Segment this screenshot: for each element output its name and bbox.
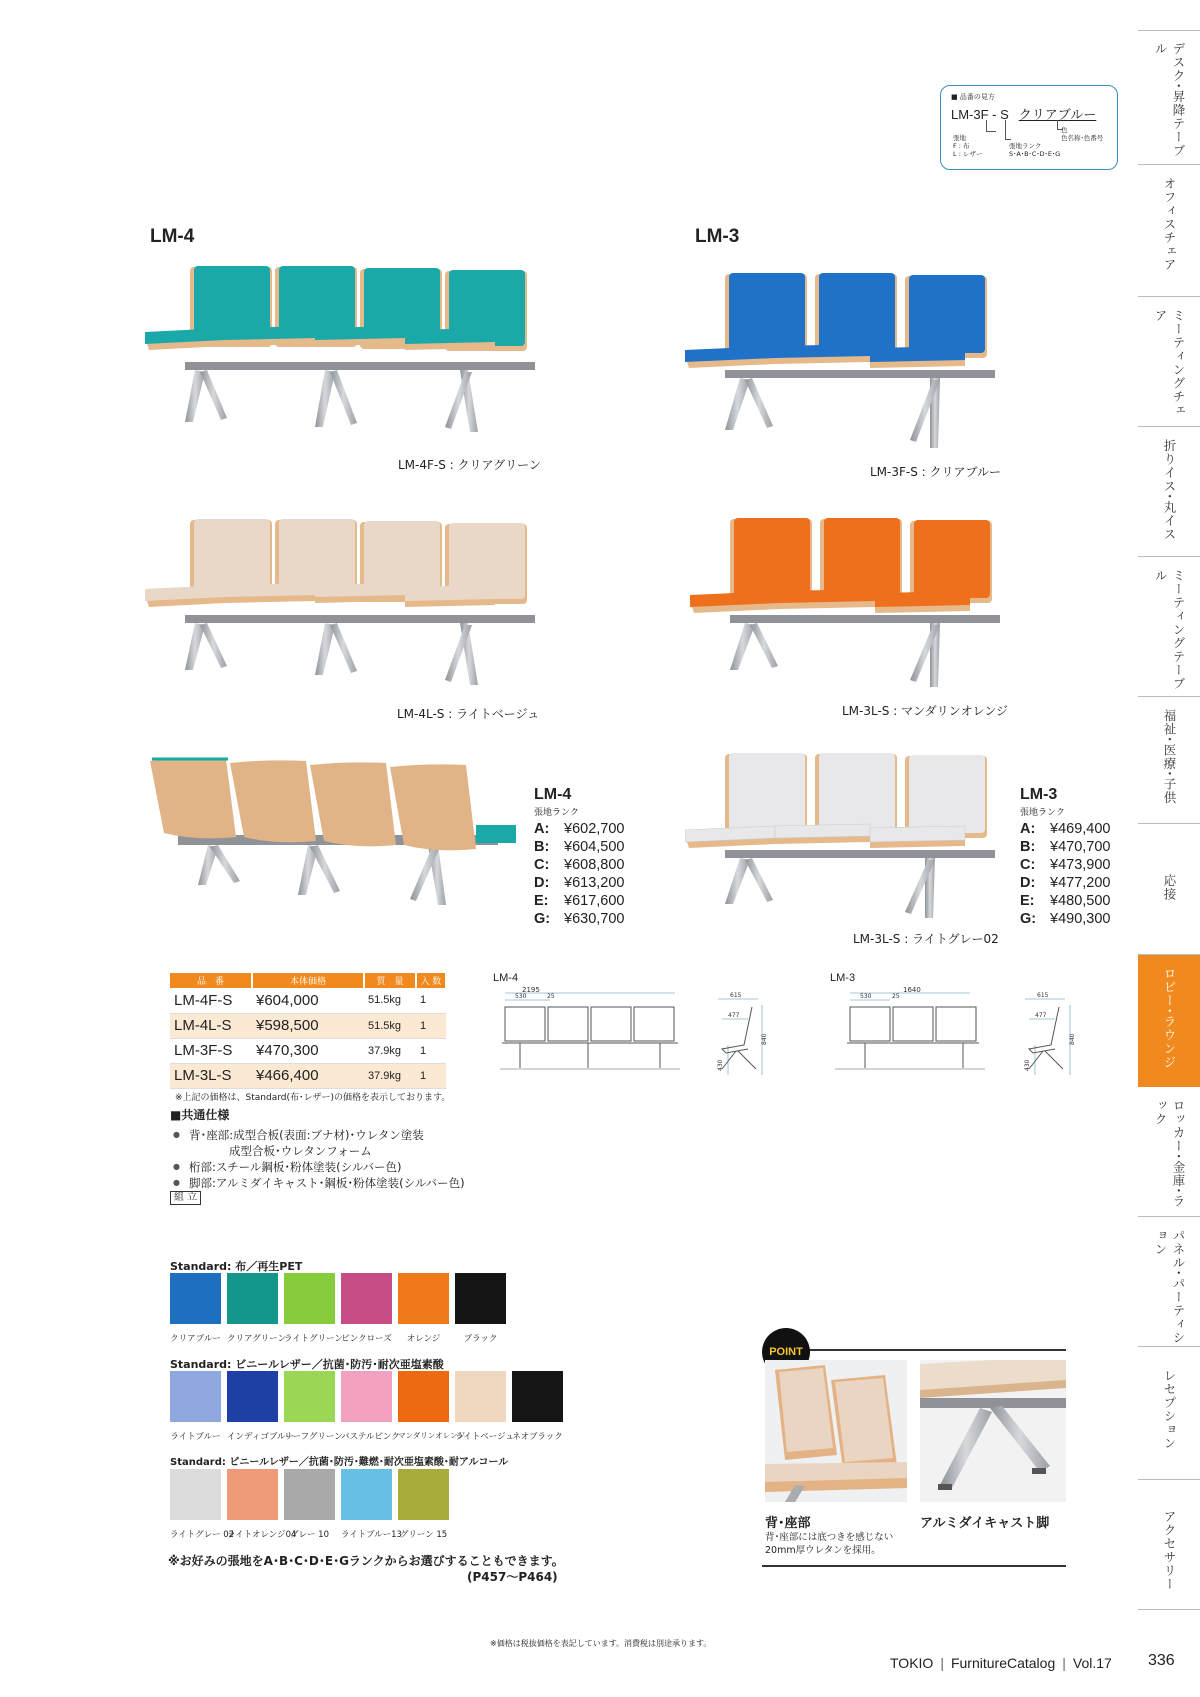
dim-gap: 25 <box>547 993 555 1000</box>
swatch-chip <box>398 1371 449 1422</box>
bench-lm3f-image <box>685 270 1015 460</box>
swatch-note-pages: (P457～P464) <box>467 1570 558 1584</box>
header-code: 品 番 <box>170 973 252 988</box>
swatch-chip <box>170 1273 221 1324</box>
swatch-label: グリーン 15 <box>399 1530 448 1540</box>
swatch[interactable] <box>455 1273 506 1344</box>
price-row <box>534 910 624 928</box>
key-color-name: クリアブルー <box>1018 107 1097 122</box>
dim-total-width: 2195 <box>522 986 540 994</box>
list-item: ● 背･座部:成型合板(表面:ブナ材)･ウレタン塗装 <box>173 1127 465 1143</box>
caption-lm3l-gray: LM-3L-S : ライトグレー02 <box>853 932 999 946</box>
swatch[interactable] <box>398 1371 465 1442</box>
rank: C: <box>1020 857 1036 873</box>
footer-catalog: FurnitureCatalog <box>950 1655 1056 1671</box>
legs <box>725 378 940 448</box>
rank: B: <box>534 839 550 855</box>
key-line <box>1005 120 1011 140</box>
swatch-label: ライトグリーン <box>284 1334 343 1344</box>
swatch-chip <box>227 1371 278 1422</box>
key-rank-label: 張地ランク <box>1009 142 1042 150</box>
dim-lm4-label: LM-4 <box>493 972 519 984</box>
swatch-chip <box>455 1371 506 1422</box>
swatch[interactable] <box>170 1273 221 1344</box>
swatch-label: マンダリンオレンジ <box>398 1431 465 1440</box>
swatch-row-vinyl <box>170 1371 563 1442</box>
dim-seat-width: 530 <box>860 993 872 1000</box>
beam <box>730 615 1000 623</box>
tab-meeting-chair[interactable] <box>1138 297 1200 427</box>
key-color-legend <box>1061 126 1121 142</box>
price: ¥490,300 <box>1050 911 1111 927</box>
key-rank-values: S･A･B･C･D･E･G <box>1009 150 1061 158</box>
swatch[interactable] <box>284 1273 343 1344</box>
header-price: 本体価格 <box>252 973 364 988</box>
swatch-label: クリアグリーン <box>227 1334 287 1344</box>
swatch-chip <box>284 1469 335 1520</box>
rank: D: <box>534 875 550 891</box>
swatch-row-vinyl2 <box>170 1469 449 1540</box>
heading-lm4: LM-4 <box>150 226 195 247</box>
point-caption-seat: 背･座部 <box>765 1516 811 1531</box>
cell-code: LM-4L-S <box>170 1013 252 1038</box>
dim-height: 840 <box>761 1033 768 1045</box>
tab-panel[interactable] <box>1138 1217 1200 1347</box>
swatch[interactable] <box>227 1469 297 1540</box>
swatch-label: ネオブラック <box>512 1432 563 1442</box>
rank: A: <box>534 821 550 837</box>
price: ¥473,900 <box>1050 857 1111 873</box>
price-row <box>534 874 624 892</box>
swatch[interactable] <box>341 1469 402 1540</box>
rank: E: <box>1020 893 1035 909</box>
dim-height: 840 <box>1069 1033 1076 1045</box>
header-qty: 入 数 <box>416 973 446 988</box>
point-desc-line: 背･座部には底つきを感じない <box>765 1532 894 1543</box>
swatch-label: ピンクローズ <box>341 1334 392 1344</box>
list-item: ● 桁部:スチール鋼板･粉体塗装(シルバー色) <box>173 1159 465 1175</box>
tab-reception-room[interactable] <box>1138 824 1200 955</box>
price-list-lm3 <box>1020 786 1110 928</box>
swatch-chip <box>341 1469 392 1520</box>
key-rank-legend <box>1009 142 1069 158</box>
tab-label: ロッカー･金庫･ラック <box>1153 1099 1186 1209</box>
swatch[interactable] <box>398 1469 449 1540</box>
tab-desk[interactable] <box>1138 30 1200 165</box>
tab-label: ミーティングテーブル <box>1153 569 1186 691</box>
price-row <box>1020 892 1110 910</box>
dim-lm4-drawing <box>500 985 790 1080</box>
rank: G: <box>534 911 551 927</box>
swatch[interactable] <box>284 1371 343 1442</box>
swatch-chip <box>227 1273 278 1324</box>
legs <box>730 623 940 687</box>
price: ¥604,500 <box>564 839 625 855</box>
cell-mass: 51.5kg <box>364 1013 416 1038</box>
swatch-chip <box>455 1273 506 1324</box>
price-row <box>1020 874 1110 892</box>
tab-meeting-table[interactable] <box>1138 557 1200 697</box>
tab-accessory[interactable] <box>1138 1480 1200 1610</box>
tab-label: 折りイス･丸イス <box>1162 439 1177 541</box>
cell-code: LM-4F-S <box>170 988 252 1013</box>
bench-lm3l-gray-image <box>685 752 1015 922</box>
key-code-text: LM-3F - S <box>951 107 1009 122</box>
point-photo-seat <box>765 1360 907 1502</box>
dim-lm3-drawing <box>835 985 1105 1080</box>
header-mass: 質 量 <box>364 973 416 988</box>
cell-mass: 51.5kg <box>364 988 416 1013</box>
cell-price: ¥604,000 <box>252 988 364 1013</box>
wood-backs <box>150 758 476 850</box>
key-fabric-l: L : レザー <box>953 150 983 158</box>
swatch-label: パステルピンク <box>341 1432 400 1442</box>
tab-label: ロビー･ラウンジ <box>1162 967 1177 1069</box>
price-model: LM-3 <box>1020 786 1058 803</box>
legs <box>725 858 935 918</box>
footer-brand: TOKIO <box>890 1655 934 1671</box>
tab-label: オフィスチェア <box>1162 177 1177 272</box>
table-row <box>170 988 446 1013</box>
point-photo-leg <box>920 1360 1066 1502</box>
seat-edge <box>476 825 516 843</box>
dim-total-width: 1640 <box>903 986 921 994</box>
price: ¥480,500 <box>1050 893 1111 909</box>
footer-volume: Vol.17 <box>1072 1655 1112 1671</box>
swatch-label: グレー 10 <box>289 1530 330 1540</box>
dim-seat-height: 430 <box>717 1059 724 1071</box>
price: ¥630,700 <box>564 911 625 927</box>
dim-depth: 615 <box>1037 992 1049 999</box>
swatch-title-fabric: Standard: 布／再生PET <box>170 1260 303 1273</box>
tab-welfare[interactable] <box>1138 697 1200 824</box>
swatch[interactable] <box>455 1371 514 1442</box>
spec-note: ※上記の価格は、Standard(布･レザー)の価格を表示しております。 <box>175 1093 451 1103</box>
swatch-title-vinyl: Standard: ビニールレザー／抗菌･防汚･耐次亜塩素酸 <box>170 1358 444 1371</box>
point-bottom-rule <box>762 1565 1066 1567</box>
table-row <box>170 1038 446 1063</box>
legs <box>198 845 446 905</box>
key-color-label: 色 <box>1061 126 1068 134</box>
price: ¥469,400 <box>1050 821 1111 837</box>
bench-lm4l-image <box>145 515 555 705</box>
table-row <box>170 1013 446 1038</box>
list-item: ● 脚部:アルミダイキャスト･鋼板･粉体塗装(シルバー色) <box>173 1175 465 1191</box>
key-fabric-label: 張地 <box>953 134 966 142</box>
price-row <box>534 892 624 910</box>
common-spec-heading: ■共通仕様 <box>170 1108 230 1122</box>
tab-label: 福祉･医療･子供 <box>1162 709 1177 805</box>
price-row <box>1020 856 1110 874</box>
assembly-badge: 組 立 <box>170 1191 201 1205</box>
bench-lm4f-image <box>145 262 555 462</box>
swatch-label: ライトグレー 02 <box>170 1530 235 1540</box>
tax-footnote: ※価格は税抜価格を表記しています。消費税は別途承ります。 <box>490 1639 712 1648</box>
tab-label: アクセサリー <box>1162 1510 1177 1591</box>
swatch[interactable] <box>341 1273 392 1344</box>
point-description <box>765 1531 893 1557</box>
price-rank-label: 張地ランク <box>534 807 579 817</box>
tab-label: 応接 <box>1162 874 1177 901</box>
price-row <box>1020 820 1110 838</box>
tab-label: デスク･昇降テーブル <box>1153 42 1186 158</box>
key-code <box>951 104 1107 123</box>
key-fabric-legend <box>953 134 991 158</box>
swatch[interactable] <box>227 1371 294 1442</box>
cell-qty: 1 <box>416 988 446 1013</box>
seats <box>145 583 495 607</box>
dim-seat-height: 430 <box>1024 1059 1031 1071</box>
footer-separator: | <box>1062 1655 1066 1671</box>
cell-price: ¥598,500 <box>252 1013 364 1038</box>
price-row <box>534 820 624 838</box>
bench-lm3l-image <box>690 515 1020 695</box>
rank: A: <box>1020 821 1036 837</box>
product-code-key <box>940 85 1118 170</box>
swatch-chip <box>284 1371 335 1422</box>
price-row <box>1020 910 1110 928</box>
point-top-rule <box>790 1349 1066 1351</box>
beam <box>725 850 995 858</box>
cell-price: ¥466,400 <box>252 1063 364 1088</box>
swatch[interactable] <box>227 1273 287 1344</box>
cell-qty: 1 <box>416 1013 446 1038</box>
swatch-row-fabric <box>170 1273 506 1344</box>
dim-gap: 25 <box>892 993 900 1000</box>
list-item: 成型合板･ウレタンフォーム <box>229 1144 372 1158</box>
heading-lm3: LM-3 <box>695 226 740 247</box>
swatch-note: ※お好みの張地をA･B･C･D･E･Gランクからお選びすることもできます。 <box>168 1554 564 1568</box>
swatch-label: ライトブルー <box>170 1432 221 1442</box>
caption-lm3f: LM-3F-S : クリアブルー <box>870 465 1002 479</box>
cell-mass: 37.9kg <box>364 1063 416 1088</box>
rank: B: <box>1020 839 1036 855</box>
swatch-label: ライトブルー13 <box>341 1530 402 1540</box>
price-list-lm4 <box>534 786 624 928</box>
tab-label: レセプション <box>1162 1369 1177 1450</box>
swatch-label: ライトオレンジ04 <box>227 1530 297 1540</box>
price: ¥613,200 <box>564 875 625 891</box>
price: ¥477,200 <box>1050 875 1111 891</box>
swatch-chip <box>170 1371 221 1422</box>
price: ¥617,600 <box>564 893 625 909</box>
tab-label: パネル･パーティション <box>1153 1229 1186 1345</box>
price-row <box>534 856 624 874</box>
price-row <box>534 838 624 856</box>
spec-header-row <box>170 973 446 988</box>
swatch-chip <box>341 1273 392 1324</box>
key-color-desc: 色名称･色番号 <box>1061 134 1104 142</box>
swatch[interactable] <box>170 1469 235 1540</box>
tab-label: ミーティングチェア <box>1153 309 1186 417</box>
swatch-label: ブラック <box>463 1334 498 1344</box>
caption-lm4l: LM-4L-S : ライトベージュ <box>397 707 540 721</box>
rank: C: <box>534 857 550 873</box>
price-model: LM-4 <box>534 786 572 803</box>
cell-code: LM-3F-S <box>170 1038 252 1063</box>
swatch-chip <box>398 1273 449 1324</box>
tab-folding-chair[interactable] <box>1138 427 1200 557</box>
point-desc-line: 20mm厚ウレタンを採用。 <box>765 1545 881 1556</box>
swatch-chip <box>170 1469 221 1520</box>
legs <box>185 623 478 685</box>
cell-code: LM-3L-S <box>170 1063 252 1088</box>
point-badge: POINT <box>762 1328 810 1376</box>
dim-seat-depth: 477 <box>728 1012 740 1019</box>
swatch-chip <box>512 1371 563 1422</box>
rank: E: <box>534 893 549 909</box>
point-caption-leg: アルミダイキャスト脚 <box>920 1516 1050 1531</box>
swatch-title-vinyl2: Standard: ビニールレザー／抗菌･防汚･難燃･耐次亜塩素酸･耐アルコール <box>170 1457 509 1468</box>
price-rank-label: 張地ランク <box>1020 807 1065 817</box>
swatch-chip <box>284 1273 335 1324</box>
swatch[interactable] <box>341 1371 400 1442</box>
rank: D: <box>1020 875 1036 891</box>
bench-lm4-back-image <box>148 755 518 925</box>
swatch-label: クリアブルー <box>170 1334 221 1344</box>
cell-qty: 1 <box>416 1038 446 1063</box>
swatch-chip <box>227 1469 278 1520</box>
footer <box>890 1655 1112 1671</box>
swatch-label: インディゴブルー <box>227 1432 294 1442</box>
swatch[interactable] <box>284 1469 335 1540</box>
swatch[interactable] <box>512 1371 563 1442</box>
price: ¥602,700 <box>564 821 625 837</box>
caption-lm3l: LM-3L-S : マンダリンオレンジ <box>842 704 1009 718</box>
legs <box>185 370 478 432</box>
price: ¥608,800 <box>564 857 625 873</box>
spec-table <box>170 973 447 1089</box>
footer-separator: | <box>940 1655 944 1671</box>
cell-qty: 1 <box>416 1063 446 1088</box>
beam <box>725 370 995 378</box>
dim-seat-width: 530 <box>515 993 527 1000</box>
table-row <box>170 1063 446 1088</box>
swatch-label: オレンジ <box>406 1334 441 1344</box>
rank: G: <box>1020 911 1037 927</box>
key-line <box>986 120 996 132</box>
dim-lm3-label: LM-3 <box>830 972 856 984</box>
caption-lm4f: LM-4F-S : クリアグリーン <box>398 458 541 472</box>
cell-mass: 37.9kg <box>364 1038 416 1063</box>
swatch[interactable] <box>398 1273 449 1344</box>
swatch-chip <box>398 1469 449 1520</box>
key-fabric-f: F : 布 <box>953 142 970 150</box>
tab-office-chair[interactable] <box>1138 165 1200 297</box>
swatch-chip <box>341 1371 392 1422</box>
key-title: ■ 品番の見方 <box>951 93 995 101</box>
dim-depth: 615 <box>730 992 742 999</box>
tab-locker[interactable] <box>1138 1087 1200 1217</box>
tab-lobby-lounge[interactable] <box>1138 955 1200 1087</box>
tab-reception[interactable] <box>1138 1347 1200 1480</box>
common-spec-list <box>173 1127 465 1191</box>
page-number: 336 <box>1148 1652 1175 1669</box>
beam <box>185 362 535 370</box>
swatch-label: ライトベージュ <box>455 1432 514 1442</box>
swatch[interactable] <box>170 1371 221 1442</box>
dim-seat-depth: 477 <box>1035 1012 1047 1019</box>
swatch-label: リーフグリーン <box>284 1432 343 1442</box>
beam <box>185 615 535 623</box>
price: ¥470,700 <box>1050 839 1111 855</box>
cell-price: ¥470,300 <box>252 1038 364 1063</box>
price-row <box>1020 838 1110 856</box>
